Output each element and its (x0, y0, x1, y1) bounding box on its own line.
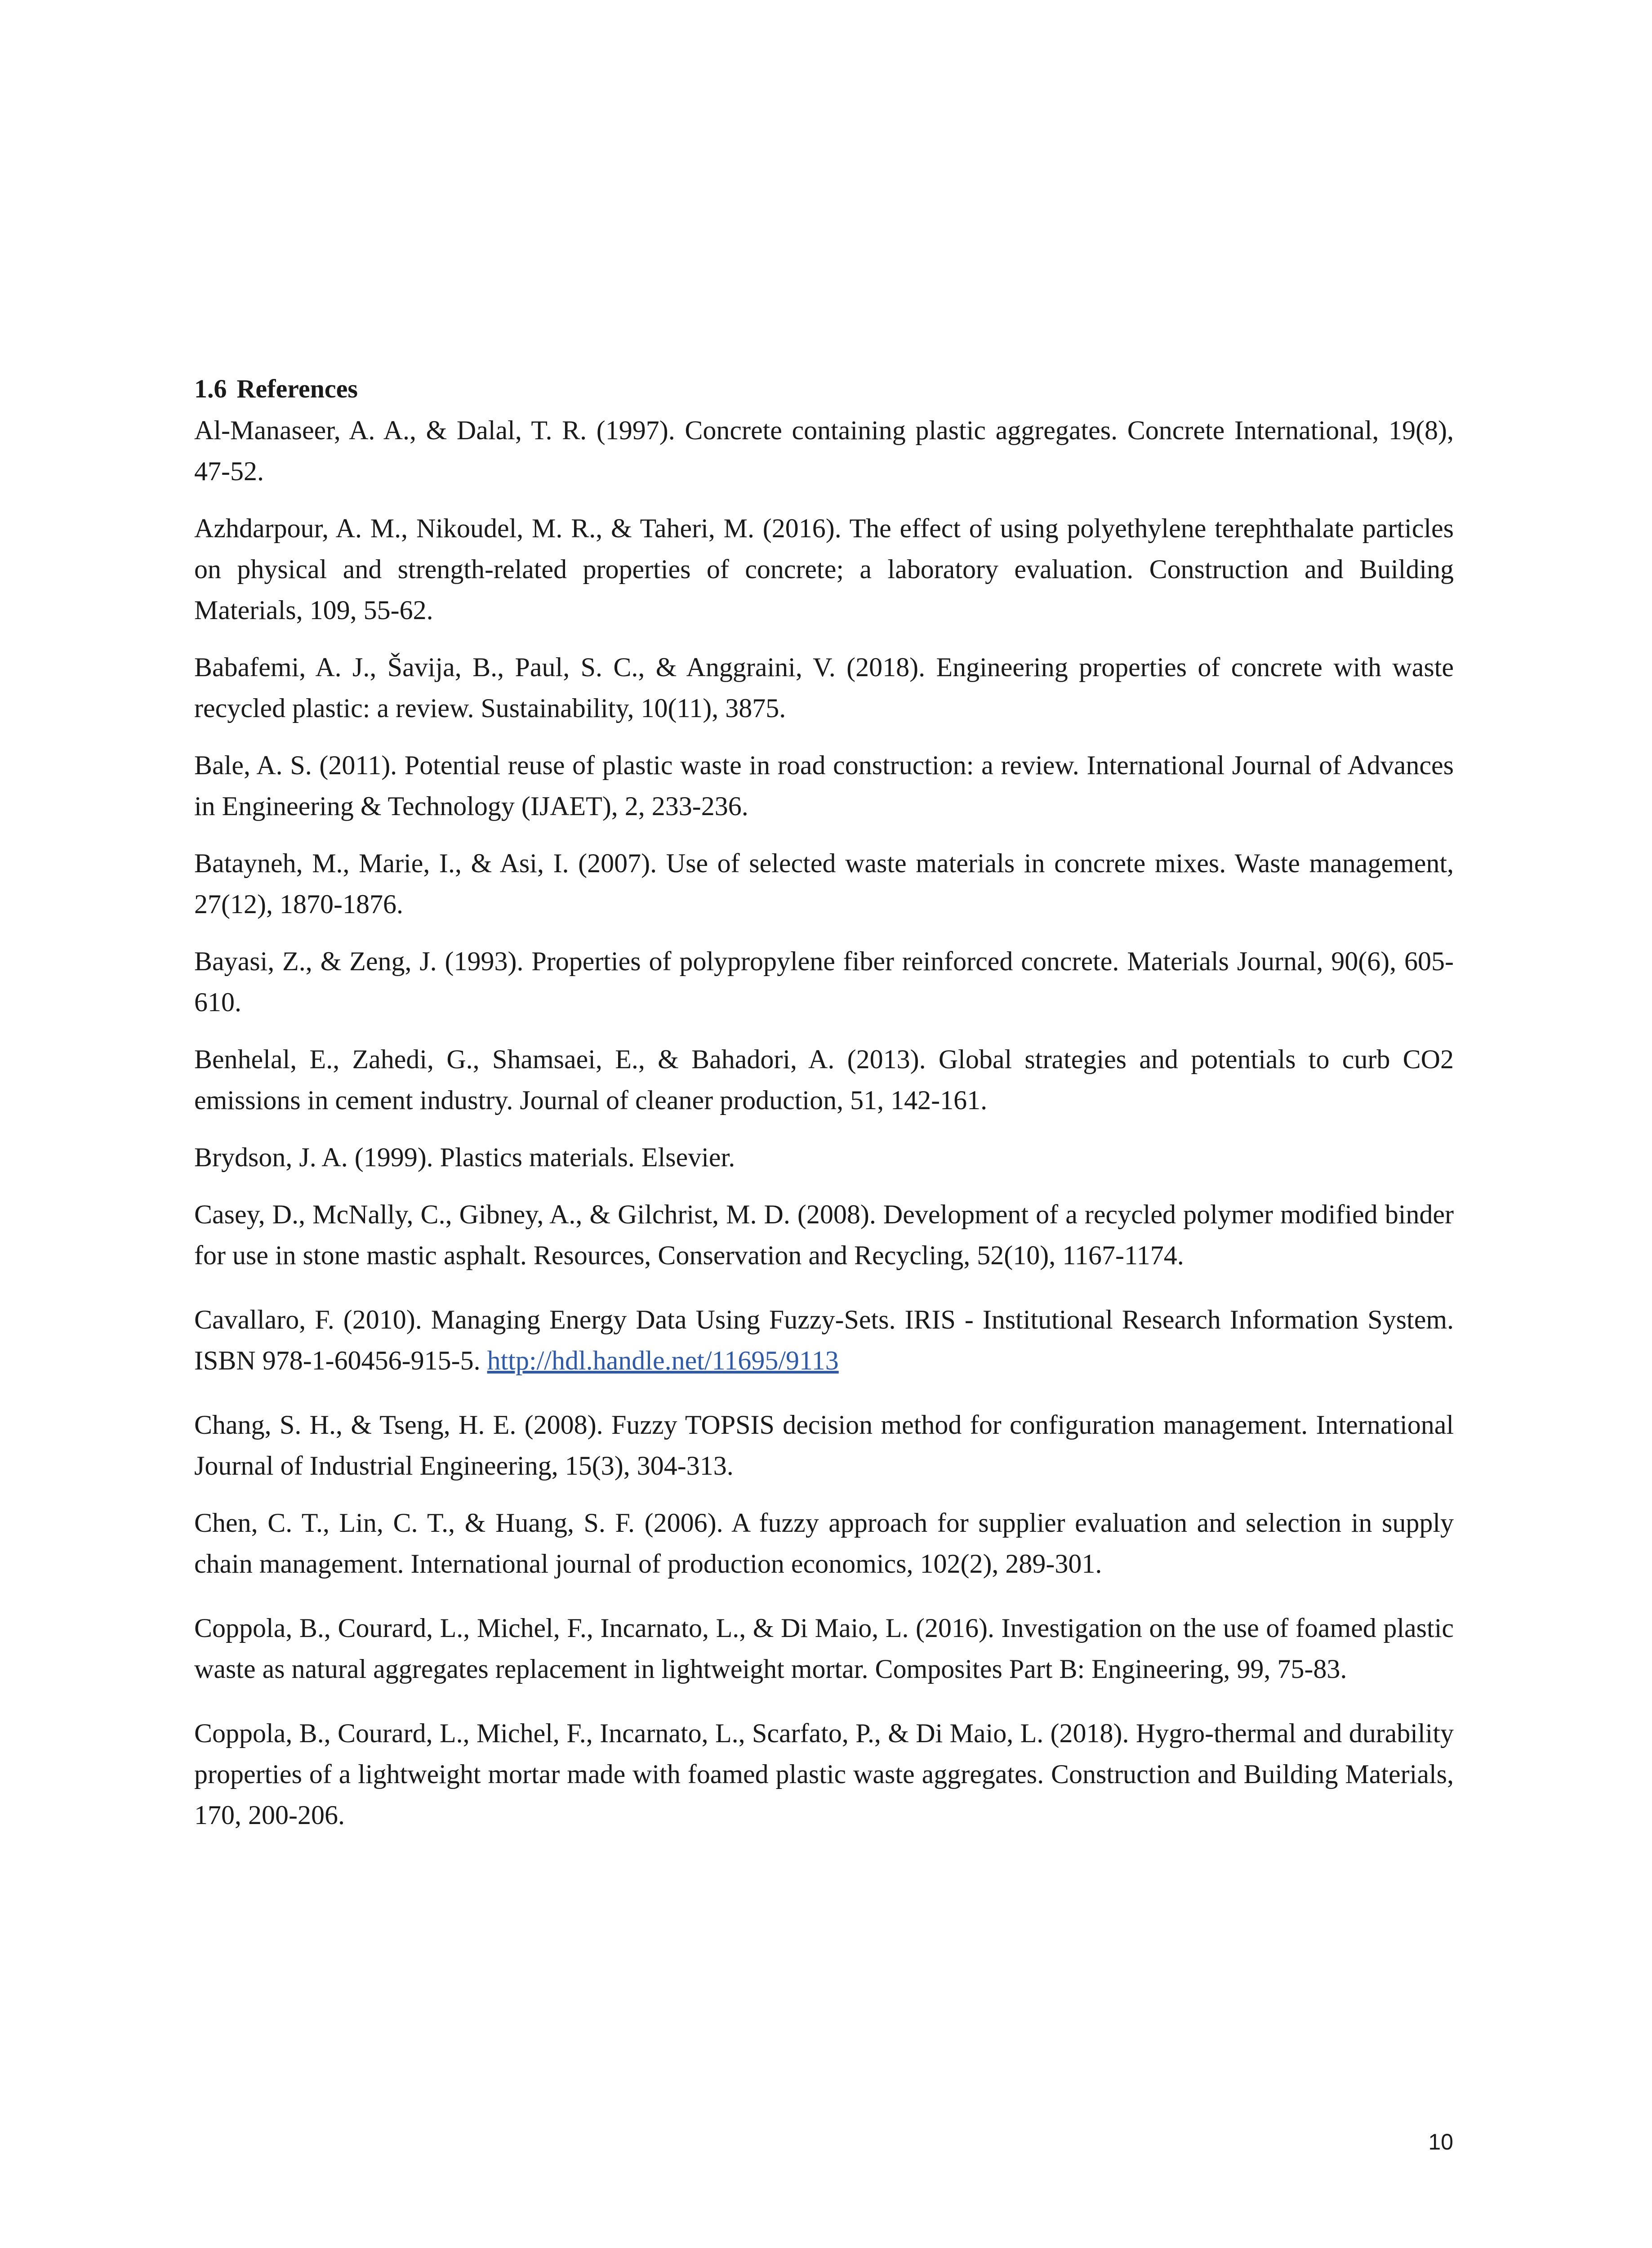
reference-text: Babafemi, A. J., Šavija, B., Paul, S. C., & Anggraini, V. (2018). Engineering properties of concrete with waste recycled plastic: a review. Sustainability, 10(11), 3875. (194, 652, 1454, 723)
section-number: 1.6 (194, 374, 227, 403)
reference-entry (194, 1299, 1454, 1381)
reference-entry (194, 1039, 1454, 1121)
reference-entry (194, 410, 1454, 492)
reference-link[interactable]: http://hdl.handle.net/11695/9113 (487, 1345, 839, 1375)
reference-text: Bale, A. S. (2011). Potential reuse of plastic waste in road construction: a review. International Journal of Advances in Engineering & Technology (IJAET), 2, 233-236. (194, 750, 1454, 821)
reference-entry (194, 1713, 1454, 1836)
reference-entry (194, 1503, 1454, 1584)
reference-entry (194, 941, 1454, 1023)
page-content (194, 373, 1454, 1852)
reference-text: Cavallaro, F. (2010). Managing Energy Data Using Fuzzy-Sets. IRIS - Institutional Research Information System. ISBN 978-1-60456-915-5. (194, 1304, 1454, 1375)
reference-text: Casey, D., McNally, C., Gibney, A., & Gilchrist, M. D. (2008). Development of a recycled polymer modified binder for use in stone mastic asphalt. Resources, Conservation and Recycling, 52(10), 1167-1174. (194, 1199, 1454, 1270)
reference-text: Chen, C. T., Lin, C. T., & Huang, S. F. (2006). A fuzzy approach for supplier evaluation and selection in supply chain management. International journal of production economics, 102(2), 289-301. (194, 1508, 1454, 1579)
reference-entry (194, 1405, 1454, 1486)
reference-entry (194, 508, 1454, 631)
reference-entry (194, 1137, 1454, 1178)
reference-text: Chang, S. H., & Tseng, H. E. (2008). Fuzzy TOPSIS decision method for configuration management. International Journal of Industrial Engineering, 15(3), 304-313. (194, 1409, 1454, 1481)
reference-text: Coppola, B., Courard, L., Michel, F., Incarnato, L., Scarfato, P., & Di Maio, L. (2018). Hygro-thermal and durability properties of a lightweight mortar made with foamed plastic waste aggregates. Construction and Building Materials, 170, 200-206. (194, 1718, 1454, 1830)
reference-text: Brydson, J. A. (1999). Plastics materials. Elsevier. (194, 1142, 735, 1172)
reference-entry (194, 647, 1454, 729)
reference-entry (194, 745, 1454, 827)
reference-text: Al-Manaseer, A. A., & Dalal, T. R. (1997). Concrete containing plastic aggregates. Concrete International, 19(8), 47-52. (194, 415, 1454, 486)
reference-text: Benhelal, E., Zahedi, G., Shamsaei, E., & Bahadori, A. (2013). Global strategies and potentials to curb CO2 emissions in cement industry. Journal of cleaner production, 51, 142-161. (194, 1044, 1454, 1115)
section-heading (194, 373, 1454, 405)
reference-entry (194, 1608, 1454, 1690)
reference-text: Azhdarpour, A. M., Nikoudel, M. R., & Taheri, M. (2016). The effect of using polyethylene terephthalate particles on physical and strength-related properties of concrete; a laboratory evaluation. Construction and Building Materials, 109, 55-62. (194, 513, 1454, 625)
section-title: References (236, 374, 358, 403)
reference-text: Coppola, B., Courard, L., Michel, F., Incarnato, L., & Di Maio, L. (2016). Investigation on the use of foamed plastic waste as natural aggregates replacement in lightweight mortar. Composites Part B: Engineering, 99, 75-83. (194, 1613, 1454, 1684)
page-number: 10 (1428, 2129, 1453, 2154)
reference-text: Batayneh, M., Marie, I., & Asi, I. (2007). Use of selected waste materials in concrete mixes. Waste management, 27(12), 1870-1876. (194, 848, 1454, 919)
reference-entry (194, 1194, 1454, 1276)
reference-entry (194, 843, 1454, 925)
reference-text: Bayasi, Z., & Zeng, J. (1993). Properties of polypropylene fiber reinforced concrete. Materials Journal, 90(6), 605-610. (194, 946, 1454, 1017)
